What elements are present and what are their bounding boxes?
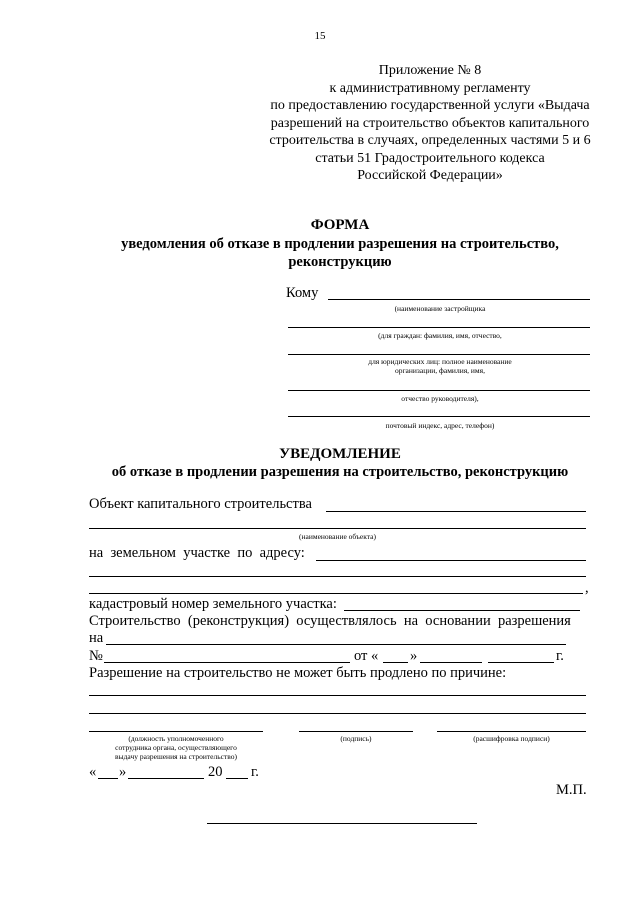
- object-caption: (наименование объекта): [298, 532, 377, 541]
- address-comma: ,: [585, 580, 589, 596]
- cadastral-field[interactable]: [344, 610, 580, 611]
- appendix-line: по предоставлению государственной услуги «Выдача: [270, 98, 590, 113]
- addressee-field-4[interactable]: [288, 390, 590, 391]
- object-field-2[interactable]: [89, 528, 586, 529]
- decode-caption: (расшифровка подписи): [473, 734, 550, 743]
- permit-number-field[interactable]: [104, 662, 350, 663]
- addressee-caption: почтовый индекс, адрес, телефон): [385, 421, 495, 430]
- bottom-rule: [207, 823, 477, 824]
- addressee-caption: (для граждан: фамилия, имя, отчество,: [378, 331, 502, 340]
- position-field[interactable]: [89, 731, 263, 732]
- number-sign: №: [89, 648, 103, 664]
- basis-line: Строительство (реконструкция) осуществлялось на основании разрешения: [89, 613, 571, 629]
- decode-field[interactable]: [437, 731, 586, 732]
- addressee-caption: организации, фамилия, имя,: [394, 366, 485, 375]
- basis-na: на: [89, 630, 104, 646]
- appendix-line: к административному регламенту: [329, 80, 531, 96]
- basis-field[interactable]: [106, 644, 566, 645]
- reason-field-2[interactable]: [89, 713, 586, 714]
- addressee-field-1[interactable]: [328, 299, 590, 300]
- position-caption-line: (должность уполномоченного: [128, 734, 224, 743]
- date-from: от «: [354, 648, 379, 664]
- form-title-line2: реконструкцию: [288, 254, 392, 270]
- address-field-2[interactable]: [89, 576, 586, 577]
- appendix-line: Российской Федерации»: [357, 168, 503, 183]
- sign-year-prefix: 20: [208, 764, 223, 780]
- appendix-line: строительства в случаях, определенных частями 5 и 6: [269, 133, 591, 148]
- notice-subheading: об отказе в продлении разрешения на строительство, реконструкцию: [111, 464, 569, 480]
- addressee-field-5[interactable]: [288, 416, 590, 417]
- appendix-line: разрешений на строительство объектов капитального: [270, 115, 590, 131]
- object-label: Объект капитального строительства: [89, 496, 312, 512]
- addressee-field-3[interactable]: [288, 354, 590, 355]
- signature-field[interactable]: [299, 731, 413, 732]
- sign-year-field[interactable]: [226, 778, 248, 779]
- position-caption: [89, 734, 263, 761]
- stamp-label: М.П.: [556, 782, 587, 798]
- addressee-label: Кому: [286, 285, 319, 301]
- page-number: 15: [314, 30, 326, 42]
- form-title-line1: уведомления об отказе в продлении разрешения на строительство,: [121, 236, 559, 252]
- sign-date-open: «: [89, 764, 97, 780]
- addressee-caption: для юридических лиц: полное наименование: [368, 357, 512, 366]
- cadastral-label: кадастровый номер земельного участка:: [89, 596, 337, 612]
- address-field-1[interactable]: [316, 560, 586, 561]
- notice-heading: УВЕДОМЛЕНИЕ: [279, 446, 401, 462]
- reason-field-1[interactable]: [89, 695, 586, 696]
- addressee-caption: отчество руководителя),: [401, 394, 479, 403]
- permit-month-field[interactable]: [420, 662, 482, 663]
- sign-year-suffix: г.: [251, 764, 259, 780]
- date-close-quote: »: [410, 648, 418, 664]
- appendix-line: статьи 51 Градостроительного кодекса: [315, 150, 545, 166]
- refusal-label: Разрешение на строительство не может быть продлено по причине:: [89, 665, 507, 681]
- sign-date-close: »: [119, 764, 127, 780]
- addressee-field-2[interactable]: [288, 327, 590, 328]
- appendix-header: [220, 62, 640, 185]
- permit-year-field[interactable]: [488, 662, 554, 663]
- sign-day-field[interactable]: [98, 778, 118, 779]
- address-label: на земельном участке по адресу:: [89, 545, 305, 561]
- position-caption-line: сотрудника органа, осуществляющего: [115, 743, 237, 752]
- addressee-caption: (наименование застройщика: [394, 304, 486, 313]
- sign-month-field[interactable]: [128, 778, 204, 779]
- position-caption-line: выдачу разрешения на строительство): [115, 752, 237, 761]
- permit-day-field[interactable]: [383, 662, 408, 663]
- appendix-line: Приложение № 8: [378, 63, 482, 78]
- form-heading: ФОРМА: [310, 217, 370, 233]
- address-field-3[interactable]: [89, 593, 583, 594]
- object-field-1[interactable]: [326, 511, 586, 512]
- year-suffix: г.: [556, 648, 564, 664]
- signature-caption: (подпись): [340, 734, 372, 743]
